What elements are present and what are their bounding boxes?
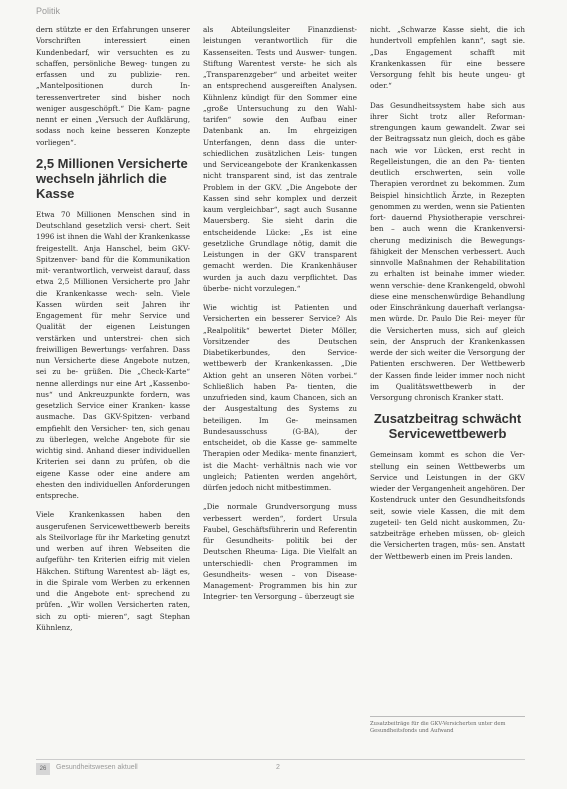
paragraph: nicht. „Schwarze Kasse sieht, die ich hundertvoll empfehlen kann“, sagt sie. „Das Engagement schafft mit Krankenkassen für eine bessere Versorgung fehlt bis heute ungeu- gt oder.“ — [370, 25, 525, 91]
paragraph: als Abteilungsleiter Finanzdienst- leistungen verantwortlich für die Kassenseiten. Tests und Auswer- tungen. Stiftung Warentest verste- he sich als „Transparenzgeber“ und arbeitet weiter an entsprechend ausgereiften Analysen. Kühnlenz kündigt für den Sommer eine „große Untersuchung zu den Wahl- tarifen“ sowie den Aufbau einer Datenbank an. Im ehrgeizigen Unterfangen, denn dass die unter- schiedlichen zusätzlichen Leis- tungen und Serviceangebote der Krankenkassen nicht transparent sind, ist das zentrale Problem in der GKV. „Die Angebote der Kassen sind sehr komplex und derzeit kaum vergleichbar“, sagt auch Susanne Mauersberg. Sie sieht darin die entscheidende Lücke: „Es ist eine gesetzliche Grundlage nötig, damit die Leistungen in der GKV transparent gemacht werden. Die Krankenhäuser wurden ja auch dazu verpflichtet. Das überbe- nicht vorzulegen.“ — [203, 25, 357, 293]
footer-text: Gesundheitswesen aktuell — [56, 764, 138, 771]
subheading: Zusatzbeitrag schwächt Servicewettbewerb — [373, 411, 522, 442]
column-2 — [203, 24, 357, 749]
paragraph: „Die normale Grundversorgung muss verbessert werden“, fordert Ursula Faubel, Geschäftsführerin und Referentin für Gesundheits- politik bei der Deutschen Rheuma- Liga. Die Vielfalt an unterschiedli- chen Programmen im Gesundheits- wesen – von Disease-Management- Programmen bis hin zur Integrier- ten Versorgung – überzeugt sie — [203, 502, 357, 602]
paragraph: Das Gesundheitssystem habe sich aus ihrer Sicht trotz aller Reforman- strengungen kaum gewandelt. Zwar sei der Beitragssatz nun gleich, doch es gäbe nach wie vor Lücken, erst recht in Regelleistungen, die an den Pa- tienten deutlich erschwerten, sein volle Therapien verordnet zu bekommen. Zum Beispiel hinsichtlich Ärzte, in Rezepten genommen zu werden, wenn sie Patienten fort- dauernd Physiotherapie verschrei- ben – auch wenn die Krankenversi- cherung medizinisch die Bewegungs- fähigkeit der Menschen verbessert. Auch sinnvolle Maßnahmen der Rehabilitation zu erhalten ist beinahe immer wieder. wenn verschie- dene Krankengeld, obwohl diese eine menschenwürdige Behandlung oder Einschränkung dauerhaft verlangsa- men würde. Dr. Paulo Die Rei- meyer für die Versicherten muss, sich auf gleich sein, der Anspruch der Krankenkassen werde der sich weiter die Versorgung der Patienten erschweren. Der Wettbewerb der Kassen finde leider immer noch nicht im Qualitätswettbewerb in der Versorgung chronisch Kranker statt. — [370, 100, 525, 402]
paragraph: Etwa 70 Millionen Menschen sind in Deutschland gesetzlich versi- chert. Seit 1996 ist ihnen die Wahl der Krankenkasse freigestellt. Anja Hanschel, beim GKV-Spitzenver- band für die Kommunikation mit- verantwortlich, verweist darauf, dass etwa 2,5 Millionen Versicherte pro Jahr die Krankenkasse wech- seln. Viele Kassen würden seit Jahren ihr Engagement für mehr Service und Qualität der eigenen Leistungen verstärken und unterstrei- chen sich freiwilligen Bewertungs- verfahren. Dass nun Versicherte diese Angebote nutzen, sei zu be- grüßen. Die „Check-Karte“ nenne allerdings nur eine Art „Kassenbo- nus“ und Ankreuzpunkte fordern, was gesetzlich Service einer Kranken- kasse ausmache. Das GKV-Spitzen- verband empfiehlt den Versicher- ten, sich genau zu überlegen, welche Angebote für sie wichtig sind. Anhand dieser individuellen Kriterien sei dann zu prüfen, ob die eigene Kasse oder eine andere am ehesten den individuellen Anforderungen entspreche. — [36, 209, 190, 500]
footer-mark: 2 — [276, 764, 280, 771]
paragraph: Wie wichtig ist Patienten und Versicherten ein besserer Service? Als „Realpolitik“ bewertet Dieter Möller, Vorsitzender des Deutschen Diabetikerbundes, den Service- wettbewerb der Krankenkassen. „Die Aktion geht an unseren Nöten vorbei.“ Schließlich haben Pa- tienten, die unzufrieden sind, kaum Chancen, sich an der Ausgestaltung des Systems zu beteiligen. Im Ge- meinsamen Bundesausschuss (G-BA), der entscheidet, ob die Kasse ge- sammelte Therapien oder Medika- mente finanziert, ist die Macht- verhältnis nach wie vor ungleich; Patienten werden angehört, dürfen jedoch nicht mitbestimmen. — [203, 303, 357, 492]
page-number: 26 — [36, 763, 50, 775]
footer — [36, 759, 525, 778]
paragraph: Gemeinsam kommt es schon die Ver- stellung ein seinen Wettbewerbs um Service und Leistungen in der GKV wieder der Vergangenheit angehören. Der Kostendruck unter den Gesundheitsfonds seit, sowie viele Kassen, die mit dem zugeteil- ten Geld nicht auskommen, Zu- satzbeiträge erheben müssen, ob- gleich die Versicherten tragen, müs- sen. Anstatt der Wettbewerb einen im Preis landen. — [370, 450, 525, 561]
column-1 — [36, 24, 190, 749]
paragraph: Viele Krankenkassen haben den ausgerufenen Servicewettbewerb bereits als Steilvorlage für ihr Marketing genutzt und werben auf ihren Webseiten die aufgeführ- ten Kriterien eifrig mit vielen Häkchen. Stiftung Warentest ab- lägt es, in die Spirale vom Werben zu erkennen und die Angebote ent- sprechend zu prüfen. „Wir wollen Versicherten raten, sich zu opti- mieren“, sagt Stephan Kühnlenz, — [36, 510, 190, 632]
section-label: Politik — [36, 6, 61, 16]
column-3 — [370, 24, 525, 709]
paragraph: dern stützte er den Erfahrungen unserer Vorschriften interessiert einen Kundenbedarf, wir versuchten es zu schaffen, persönliche Beweg- tungen zu erfassen und zu publizie- ren. „Mantelpositionen durch In- teressenvertreter sind bisher noch weniger ausgeschöpft.“ Die Kam- pagne nennt er einen „Versuch der Aufklärung, sodass noch keine besseren Konzepte vorliegen“. — [36, 25, 190, 147]
caption: Zusatzbeiträge für die GKV-Versicherten unter dem Gesundheitsfonds und Aufwand — [370, 716, 525, 735]
subheading: 2,5 Millionen Versicherte wechseln jährlich die Kasse — [36, 155, 188, 201]
